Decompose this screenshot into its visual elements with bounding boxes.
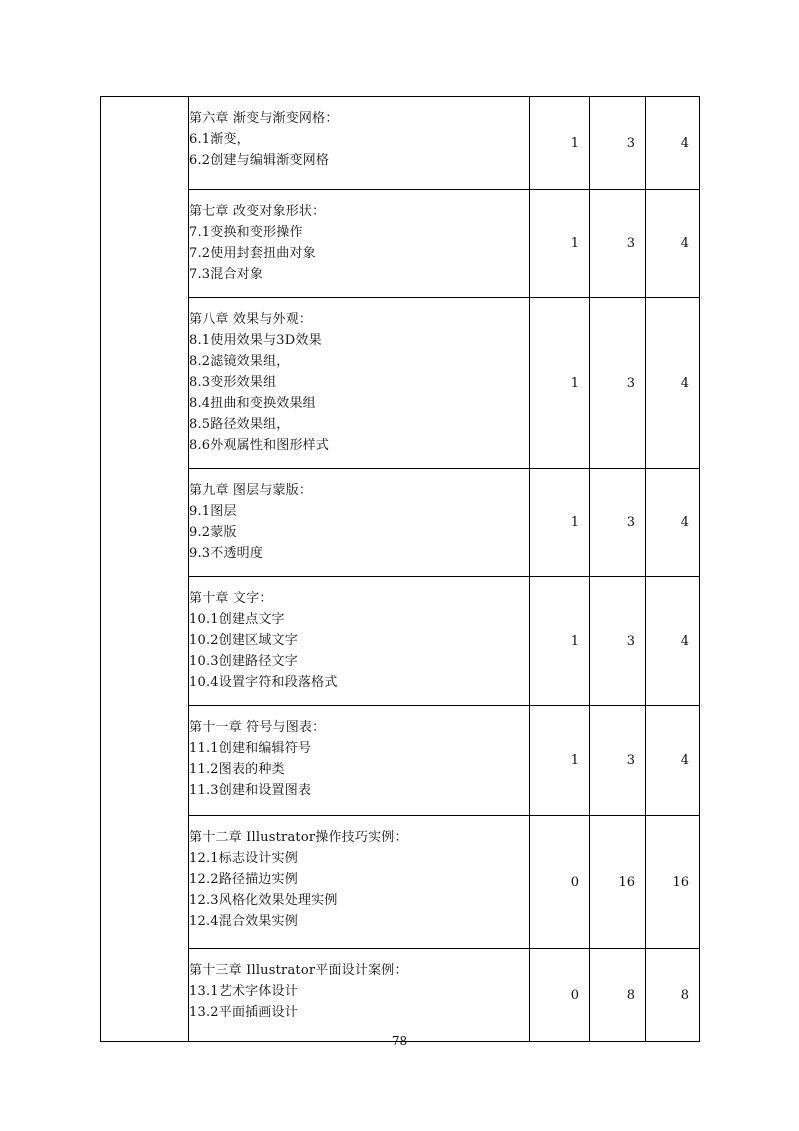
hours-cell-total: 16 bbox=[646, 816, 700, 949]
table-row bbox=[101, 298, 700, 469]
section-item: 11.2图表的种类 bbox=[189, 762, 285, 777]
section-item: 12.3风格化效果处理实例 bbox=[189, 893, 338, 908]
section-item: 9.2蒙版 bbox=[189, 525, 237, 540]
hours-cell-total: 4 bbox=[646, 469, 700, 577]
section-item: 11.3创建和设置图表 bbox=[189, 783, 312, 798]
chapter-content-cell bbox=[189, 190, 530, 298]
hours-cell-1: 1 bbox=[530, 706, 590, 816]
chapter-content-cell bbox=[189, 298, 530, 469]
chapter-title: 第七章 改变对象形状： bbox=[189, 204, 326, 219]
chapter-content-cell bbox=[189, 949, 530, 1042]
hours-cell-total: 4 bbox=[646, 577, 700, 706]
hours-cell-1: 1 bbox=[530, 298, 590, 469]
chapter-title: 第八章 效果与外观： bbox=[189, 312, 313, 327]
chapter-content-cell bbox=[189, 706, 530, 816]
section-item: 7.1变换和变形操作 bbox=[189, 225, 303, 240]
hours-cell-total: 8 bbox=[646, 949, 700, 1042]
hours-cell-1: 0 bbox=[530, 949, 590, 1042]
section-item: 8.1使用效果与3D效果 bbox=[189, 333, 322, 348]
hours-cell-2: 3 bbox=[590, 577, 646, 706]
table-row bbox=[101, 816, 700, 949]
hours-cell-total: 4 bbox=[646, 97, 700, 190]
section-item: 6.1渐变， bbox=[189, 132, 250, 147]
chapter-title: 第六章 渐变与渐变网格： bbox=[189, 111, 339, 126]
hours-cell-1: 1 bbox=[530, 469, 590, 577]
chapter-title: 第九章 图层与蒙版： bbox=[189, 483, 313, 498]
table-row bbox=[101, 190, 700, 298]
section-item: 9.3不透明度 bbox=[189, 546, 264, 561]
section-item: 10.3创建路径文字 bbox=[189, 654, 298, 669]
section-item: 8.4扭曲和变换效果组 bbox=[189, 396, 316, 411]
table-row bbox=[101, 469, 700, 577]
chapter-title: 第十一章 符号与图表： bbox=[189, 720, 326, 735]
table-row bbox=[101, 949, 700, 1042]
hours-cell-2: 3 bbox=[590, 298, 646, 469]
section-item: 13.2平面插画设计 bbox=[189, 1005, 298, 1020]
hours-cell-total: 4 bbox=[646, 298, 700, 469]
section-item: 8.2滤镜效果组， bbox=[189, 354, 290, 369]
chapter-title: 第十二章 Illustrator操作技巧实例： bbox=[189, 830, 408, 845]
section-item: 6.2创建与编辑渐变网格 bbox=[189, 153, 330, 168]
section-item: 12.2路径描边实例 bbox=[189, 872, 298, 887]
hours-cell-1: 1 bbox=[530, 577, 590, 706]
hours-cell-total: 4 bbox=[646, 706, 700, 816]
section-item: 10.2创建区域文字 bbox=[189, 633, 298, 648]
hours-cell-2: 16 bbox=[590, 816, 646, 949]
section-item: 13.1艺术字体设计 bbox=[189, 984, 298, 999]
table-row bbox=[101, 706, 700, 816]
chapter-content-cell bbox=[189, 469, 530, 577]
section-item: 12.1标志设计实例 bbox=[189, 851, 298, 866]
category-cell bbox=[101, 97, 189, 1042]
hours-cell-1: 0 bbox=[530, 816, 590, 949]
hours-cell-1: 1 bbox=[530, 97, 590, 190]
hours-cell-1: 1 bbox=[530, 190, 590, 298]
section-item: 7.2使用封套扭曲对象 bbox=[189, 246, 316, 261]
table-row bbox=[101, 97, 700, 190]
chapter-title: 第十章 文字： bbox=[189, 591, 273, 606]
section-item: 9.1图层 bbox=[189, 504, 237, 519]
syllabus-table bbox=[100, 96, 700, 1042]
chapter-content-cell bbox=[189, 577, 530, 706]
page-number: 78 bbox=[391, 1034, 408, 1048]
hours-cell-2: 3 bbox=[590, 469, 646, 577]
section-item: 10.1创建点文字 bbox=[189, 612, 285, 627]
table-row bbox=[101, 577, 700, 706]
section-item: 8.3变形效果组 bbox=[189, 375, 277, 390]
table-body bbox=[101, 97, 700, 1042]
chapter-content-cell bbox=[189, 816, 530, 949]
section-item: 10.4设置字符和段落格式 bbox=[189, 675, 338, 690]
section-item: 8.6外观属性和图形样式 bbox=[189, 438, 330, 453]
section-item: 12.4混合效果实例 bbox=[189, 914, 298, 929]
hours-cell-total: 4 bbox=[646, 190, 700, 298]
hours-cell-2: 3 bbox=[590, 97, 646, 190]
chapter-content-cell bbox=[189, 97, 530, 190]
hours-cell-2: 3 bbox=[590, 706, 646, 816]
section-item: 11.1创建和编辑符号 bbox=[189, 741, 312, 756]
chapter-title: 第十三章 Illustrator平面设计案例： bbox=[189, 963, 408, 978]
hours-cell-2: 8 bbox=[590, 949, 646, 1042]
section-item: 7.3混合对象 bbox=[189, 267, 264, 282]
section-item: 8.5路径效果组， bbox=[189, 417, 290, 432]
hours-cell-2: 3 bbox=[590, 190, 646, 298]
